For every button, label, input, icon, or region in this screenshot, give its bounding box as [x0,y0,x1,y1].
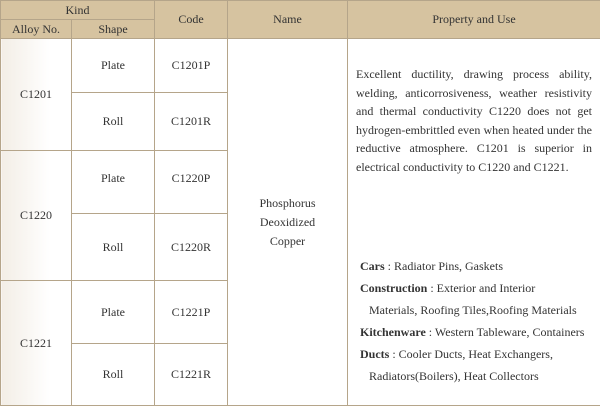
shape-cell: Roll [72,214,155,281]
alloy-name-cell [228,39,348,406]
description-line: in electrical conductivity to C1220 and C1221. [356,141,592,174]
code-cell: C1220R [155,214,228,281]
use-text: : Cooler Ducts, Heat Exchangers, [389,347,553,361]
code-cell: C1201P [155,39,228,93]
use-item-cars [360,255,596,277]
code-cell: C1221R [155,344,228,406]
use-text: : Radiator Pins, Gaskets [385,259,503,273]
use-item-construction [360,277,596,321]
name-line: Copper [228,232,347,251]
code-cell: C1220P [155,151,228,214]
code-cell: C1221P [155,281,228,344]
header-property-and-use: Property and Use [348,1,600,39]
alloy-no-cell: C1220 [1,151,72,281]
description-line: the reductive atmosphere. C1201 is superior [356,123,592,156]
header-kind: Kind [1,1,155,20]
description-line: Excellent ductility, drawing process ability, [356,67,592,81]
use-text: : Exterior and Interior [427,281,535,295]
shape-cell: Roll [72,344,155,406]
code-cell: C1201R [155,93,228,151]
description-line: hydrogen-embrittled even when heated under [356,123,574,137]
use-text-continued: Radiators(Boilers), Heat Collectors [360,365,596,387]
header-shape: Shape [72,20,155,39]
header-name: Name [228,1,348,39]
shape-cell: Roll [72,93,155,151]
use-label: Ducts [360,347,389,361]
shape-cell: Plate [72,151,155,214]
name-line: Phosphorus [228,194,347,213]
name-line: Deoxidized [228,213,347,232]
description-line: welding, anticorrosiveness, weather resistivity [356,86,592,100]
property-description [356,65,592,176]
use-list [360,255,596,387]
alloy-no-cell: C1221 [1,281,72,406]
use-item-kitchenware [360,321,596,343]
table-row [1,39,600,93]
use-label: Construction [360,281,427,295]
description-line: and thermal conductivity C1220 does not get [356,104,592,118]
use-item-ducts [360,343,596,387]
use-text: : Western Tableware, Containers [426,325,585,339]
use-label: Cars [360,259,385,273]
header-alloy-no: Alloy No. [1,20,72,39]
property-and-use-cell [348,39,600,406]
shape-cell: Plate [72,281,155,344]
use-text-continued: Materials, Roofing Tiles,Roofing Materials [360,299,596,321]
alloy-no-cell: C1201 [1,39,72,151]
header-code: Code [155,1,228,39]
shape-cell: Plate [72,39,155,93]
use-label: Kitchenware [360,325,426,339]
